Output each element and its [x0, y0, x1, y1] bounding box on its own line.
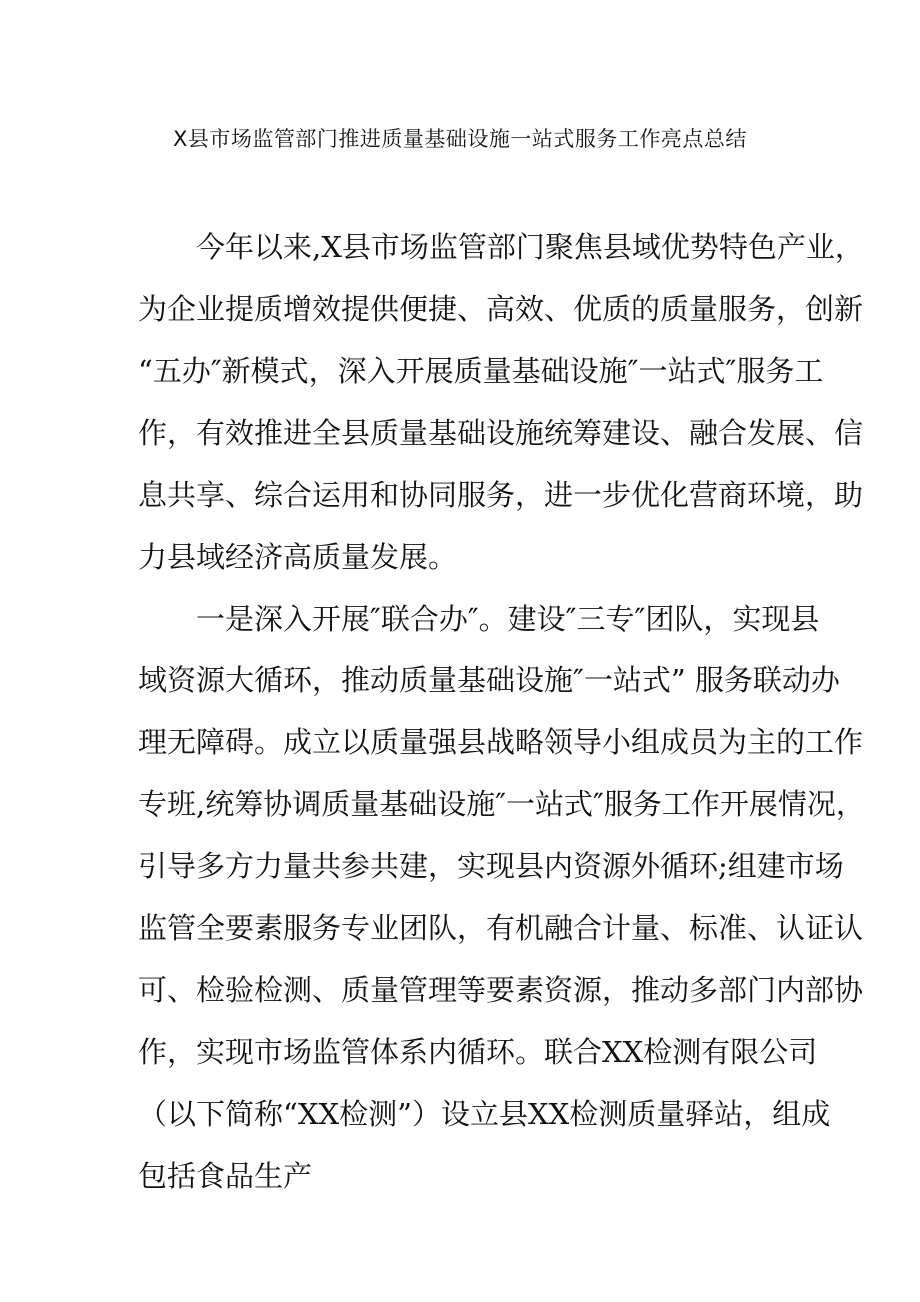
paragraph-2-line-9: （以下简称“XX检测”）设立县XX检测质量驿站，组成	[138, 1097, 831, 1131]
paragraph-1-line-4: 作，有效推进全县质量基础设施统筹建设、融合发展、信	[138, 416, 864, 450]
paragraph-1-line-3: “五办″新模式，深入开展质量基础设施″一站式″服务工	[138, 354, 824, 388]
paragraph-1-line-1: 今年以来,X县市场监管部门聚焦县域优势特色产业，	[196, 230, 864, 264]
paragraph-1-line-6: 力县域经济高质量发展。	[138, 540, 458, 574]
document-title: X县市场监管部门推进质量基础设施一站式服务工作亮点总结	[173, 127, 747, 151]
paragraph-2-line-2: 域资源大循环，推动质量基础设施″一站式” 服务联动办	[138, 663, 840, 697]
paragraph-2-line-3: 理无障碍。成立以质量强县战略领导小组成员为主的工作	[138, 725, 864, 759]
paragraph-2-line-10: 包括食品生产	[138, 1159, 313, 1193]
paragraph-2-line-1: 一是深入开展″联合办″。建设″三专″团队，实现县	[196, 602, 820, 636]
paragraph-1-line-5: 息共享、综合运用和协同服务，进一步优化营商环境，助	[138, 478, 864, 512]
paragraph-2-line-5: 引导多方力量共参共建，实现县内资源外循环;组建市场	[138, 849, 844, 883]
paragraph-1-line-2: 为企业提质增效提供便捷、高效、优质的质量服务，创新	[138, 292, 864, 326]
paragraph-2-line-4: 专班,统筹协调质量基础设施″一站式″服务工作开展情况，	[138, 787, 865, 821]
paragraph-2-line-6: 监管全要素服务专业团队，有机融合计量、标准、认证认	[138, 911, 864, 945]
paragraph-2-line-7: 可、检验检测、质量管理等要素资源，推动多部门内部协	[138, 973, 864, 1007]
paragraph-2-line-8: 作，实现市场监管体系内循环。联合XX检测有限公司	[138, 1035, 818, 1069]
